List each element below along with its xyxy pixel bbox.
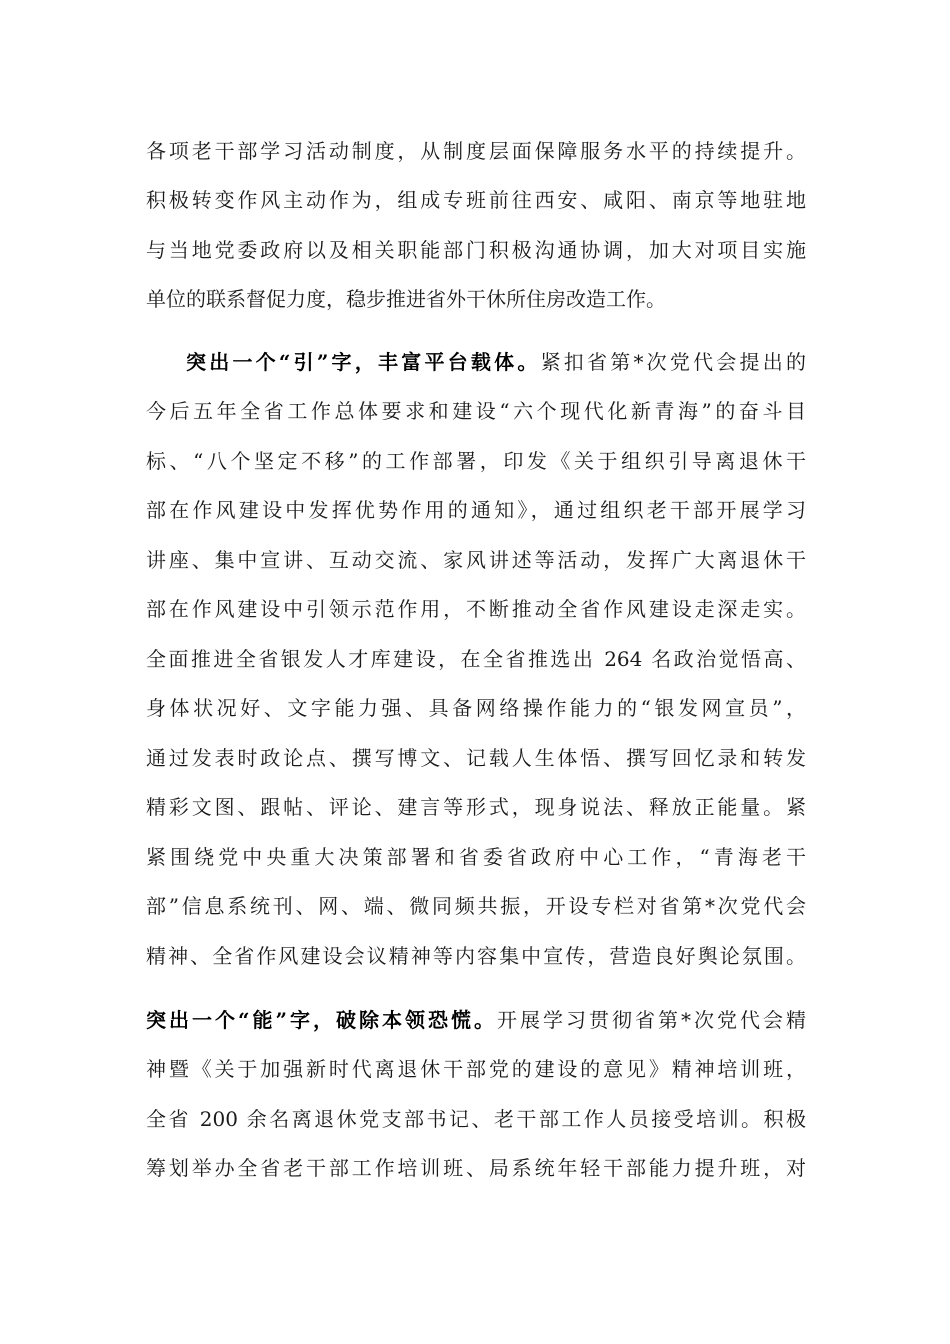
text-line: 全省 200 余名离退休党支部书记、老干部工作人员接受培训。积极 <box>146 1107 806 1131</box>
section-heading: 突出一个“引”字，丰富平台载体。 <box>186 350 541 374</box>
text-line: 部在作风建设中发挥优势作用的通知》，通过组织老干部开展学习 <box>146 498 806 522</box>
text-line: 讲座、集中宣讲、互动交流、家风讲述等活动，发挥广大离退休干 <box>146 548 806 572</box>
text-line: 今后五年全省工作总体要求和建设“六个现代化新青海”的奋斗目 <box>146 399 806 423</box>
text-line: 精神、全省作风建设会议精神等内容集中宣传，营造良好舆论氛围。 <box>146 944 806 968</box>
text-line: 部在作风建设中引领示范作用，不断推动全省作风建设走深走实。 <box>146 597 806 621</box>
section-heading: 突出一个“能”字，破除本领恐慌。 <box>146 1008 497 1032</box>
text-line: 积极转变作风主动作为，组成专班前往西安、咸阳、南京等地驻地 <box>146 188 806 212</box>
text-line: 标、“八个坚定不移”的工作部署，印发《关于组织引导离退休干 <box>146 449 806 473</box>
text-line: 身体状况好、文字能力强、具备网络操作能力的“银发网宣员”， <box>146 696 806 720</box>
text-line: 单位的联系督促力度，稳步推进省外干休所住房改造工作。 <box>146 287 666 311</box>
text-line: 全面推进全省银发人才库建设，在全省推选出 264 名政治觉悟高、 <box>146 647 806 671</box>
text-line: 各项老干部学习活动制度，从制度层面保障服务水平的持续提升。 <box>146 139 806 163</box>
paragraph-first-line <box>146 1003 806 1037</box>
text-line: 精彩文图、跟帖、评论、建言等形式，现身说法、释放正能量。紧 <box>146 795 806 819</box>
text-line: 紧围绕党中央重大决策部署和省委省政府中心工作，“青海老干 <box>146 845 806 869</box>
paragraph-first-line <box>186 345 806 379</box>
text-line: 部”信息系统刊、网、端、微同频共振，开设专栏对省第*次党代会 <box>146 894 806 918</box>
text-span: 紧扣省第*次党代会提出的 <box>540 350 806 374</box>
text-line: 通过发表时政论点、撰写博文、记载人生体悟、撰写回忆录和转发 <box>146 746 806 770</box>
text-line: 与当地党委政府以及相关职能部门积极沟通协调，加大对项目实施 <box>146 238 806 262</box>
text-span: 开展学习贯彻省第*次党代会精 <box>497 1008 806 1032</box>
text-line: 筹划举办全省老干部工作培训班、局系统年轻干部能力提升班，对 <box>146 1156 806 1180</box>
text-line: 神暨《关于加强新时代离退休干部党的建设的意见》精神培训班， <box>146 1057 806 1081</box>
